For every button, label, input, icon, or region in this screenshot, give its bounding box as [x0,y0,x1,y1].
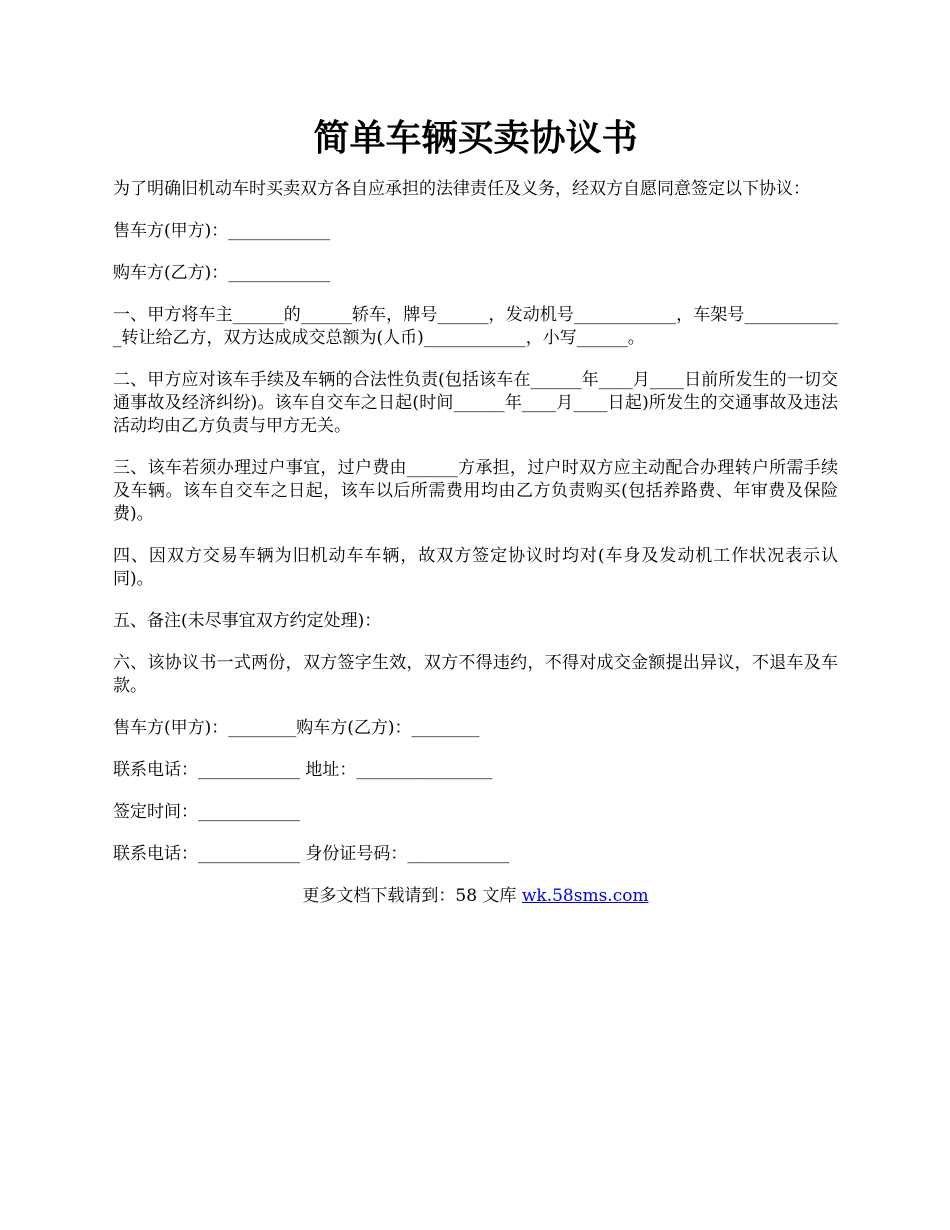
intro-paragraph: 为了明确旧机动车时买卖双方各自应承担的法律责任及义务，经双方自愿同意签定以下协议： [113,179,810,199]
footer-link[interactable]: wk.58sms.com [521,886,649,906]
contact-address-line: 联系电话：____________ 地址：________________ [113,760,493,780]
sign-date-line: 签定时间：____________ [113,802,300,822]
clause-4: 四、因双方交易车辆为旧机动车车辆，故双方签定协议时均对(车身及发动机工作状况表示认同)。 [113,546,838,589]
clause-6: 六、该协议书一式两份，双方签字生效，双方不得违约，不得对成交金额提出异议，不退车及车款。 [113,653,838,696]
footer-prefix: 更多文档下载请到：58 文库 [302,886,522,906]
footer-download-note [113,885,838,908]
signature-parties-line: 售车方(甲方)：________购车方(乙方)：________ [113,718,480,738]
clause-1: 一、甲方将车主______的______轿车，牌号______，发动机号____________，车架号____________转让给乙方，双方达成成交总额为(人币)____________，小写______。 [113,305,838,348]
clause-5: 五、备注(未尽事宜双方约定处理)： [113,611,382,631]
clause-3: 三、该车若须办理过户事宜，过户费由______方承担，过户时双方应主动配合办理转户所需手续及车辆。该车自交车之日起，该车以后所需费用均由乙方负责购买(包括养路费、年审费及保险费)。 [113,458,838,524]
document-title: 简单车辆买卖协议书 [313,117,638,159]
contact-id-line: 联系电话：____________ 身份证号码：____________ [113,844,510,864]
clause-2: 二、甲方应对该车手续及车辆的合法性负责(包括该车在______年____月____日前所发生的一切交通事故及经济纠纷)。该车自交车之日起(时间______年____月____日起)所发生的交通事故及违法活动均由乙方负责与甲方无关。 [113,370,838,436]
seller-line: 售车方(甲方)：____________ [113,221,331,241]
buyer-line: 购车方(乙方)：____________ [113,263,331,283]
